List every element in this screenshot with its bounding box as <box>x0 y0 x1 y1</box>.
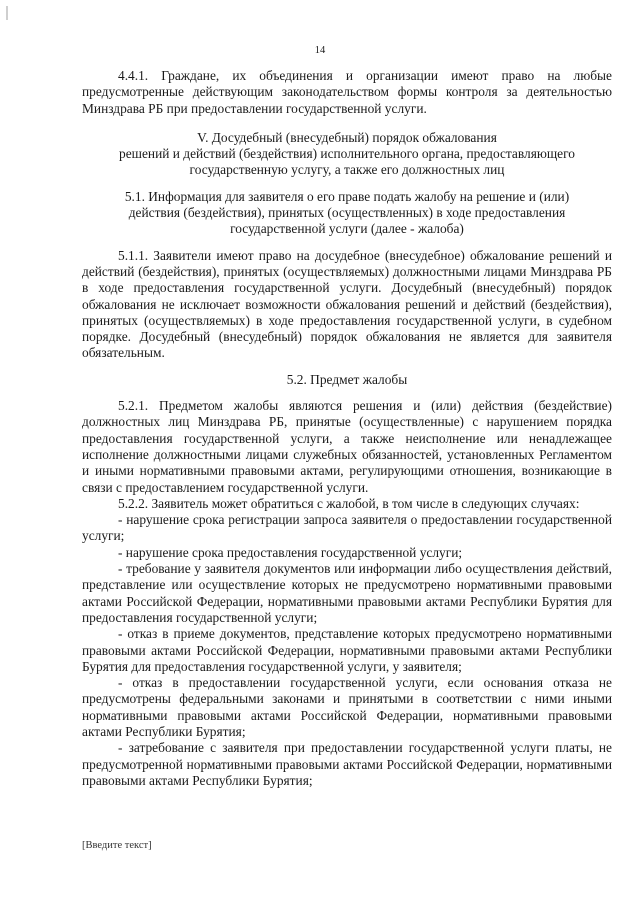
page-number: 14 <box>314 45 326 56</box>
section-5-heading-line-3: государственную услугу, а также его должностных лиц <box>189 162 505 178</box>
list-item: - отказ в приеме документов, представление которых предусмотрено нормативными правовыми актами Российской Федерации, нормативными правовыми актами Республики Бурятия для предоставления государственной услуги, у заявителя; <box>82 626 612 674</box>
list-item: - затребование с заявителя при предоставлении государственной услуги платы, не предусмотренной нормативными правовыми актами Российской Федерации, нормативными правовыми актами Республики Бурятия; <box>82 740 612 788</box>
footer-placeholder-text[interactable]: [Введите текст] <box>82 840 152 851</box>
subsection-5-1-heading-line-1: 5.1. Информация для заявителя о его праве подать жалобу на решение и (или) <box>124 188 570 204</box>
paragraph-5-2-2: 5.2.2. Заявитель может обратиться с жалобой, в том числе в следующих случаях: <box>118 495 580 511</box>
section-5-heading <box>82 130 612 179</box>
subsection-5-2-heading: 5.2. Предмет жалобы <box>286 371 408 387</box>
paragraph-4-4-1: 4.4.1. Граждане, их объединения и организации имеют право на любые предусмотренные действующим законодательством формы контроля за деятельностью Минздрава РБ при предоставлении государственной услуги. <box>82 68 612 116</box>
subsection-5-1-heading-line-3: государственной услуги (далее - жалоба) <box>230 221 464 237</box>
subsection-5-1-heading-line-2: действия (бездействия), принятых (осуществленных) в ходе предоставления <box>128 205 566 221</box>
list-item: - требование у заявителя документов или информации либо осуществления действий, представление или осуществление которых не предусмотрено нормативными правовыми актами Российской Федерации, нормативными правовыми актами Республики Бурятия для предоставления государственной услуги; <box>82 561 612 625</box>
list-item: - нарушение срока регистрации запроса заявителя о предоставлении государственной услуги; <box>82 512 612 544</box>
list-item: - отказ в предоставлении государственной услуги, если основания отказа не предусмотрены федеральными законами и принятыми в соответствии с ними иными нормативными правовыми актами Российской Федерации, нормативными правовыми актами Республики Бурятия; <box>82 675 612 739</box>
paragraph-5-2-1: 5.2.1. Предметом жалобы являются решения и (или) действия (бездействие) должностных лиц Минздрава РБ, принятые (осуществленные) с нарушением порядка предоставления государственной услуги, а также неисполнение или ненадлежащее исполнение должностными лицами служебных обязанностей, установленных Регламентом и иными нормативными правовыми актами, регулирующими отношения, возникающие в связи с предоставлением государственной услуги. <box>82 398 612 495</box>
section-5-heading-line-2: решений и действий (бездействия) исполнительного органа, предоставляющего <box>119 146 575 162</box>
scan-artifact <box>6 6 8 20</box>
section-5-heading-line-1: V. Досудебный (внесудебный) порядок обжалования <box>197 129 497 145</box>
list-item: - нарушение срока предоставления государственной услуги; <box>118 544 463 560</box>
paragraph-5-1-1: 5.1.1. Заявители имеют право на досудебное (внесудебное) обжалование решений и действий (бездействия), принятых (осуществляемых) должностными лицами Минздрава РБ в ходе предоставления государственной услуги. Досудебный (внесудебный) порядок обжалования не исключает возможности обжалования решений и действий (бездействия), принятых (осуществляемых) в ходе предоставления государственной услуги, в судебном порядке. Досудебный (внесудебный) порядок обжалования не является для заявителя обязательным. <box>82 247 612 361</box>
subsection-5-1-heading <box>82 189 612 238</box>
complaint-cases-list <box>82 512 612 789</box>
document-body <box>82 68 612 789</box>
